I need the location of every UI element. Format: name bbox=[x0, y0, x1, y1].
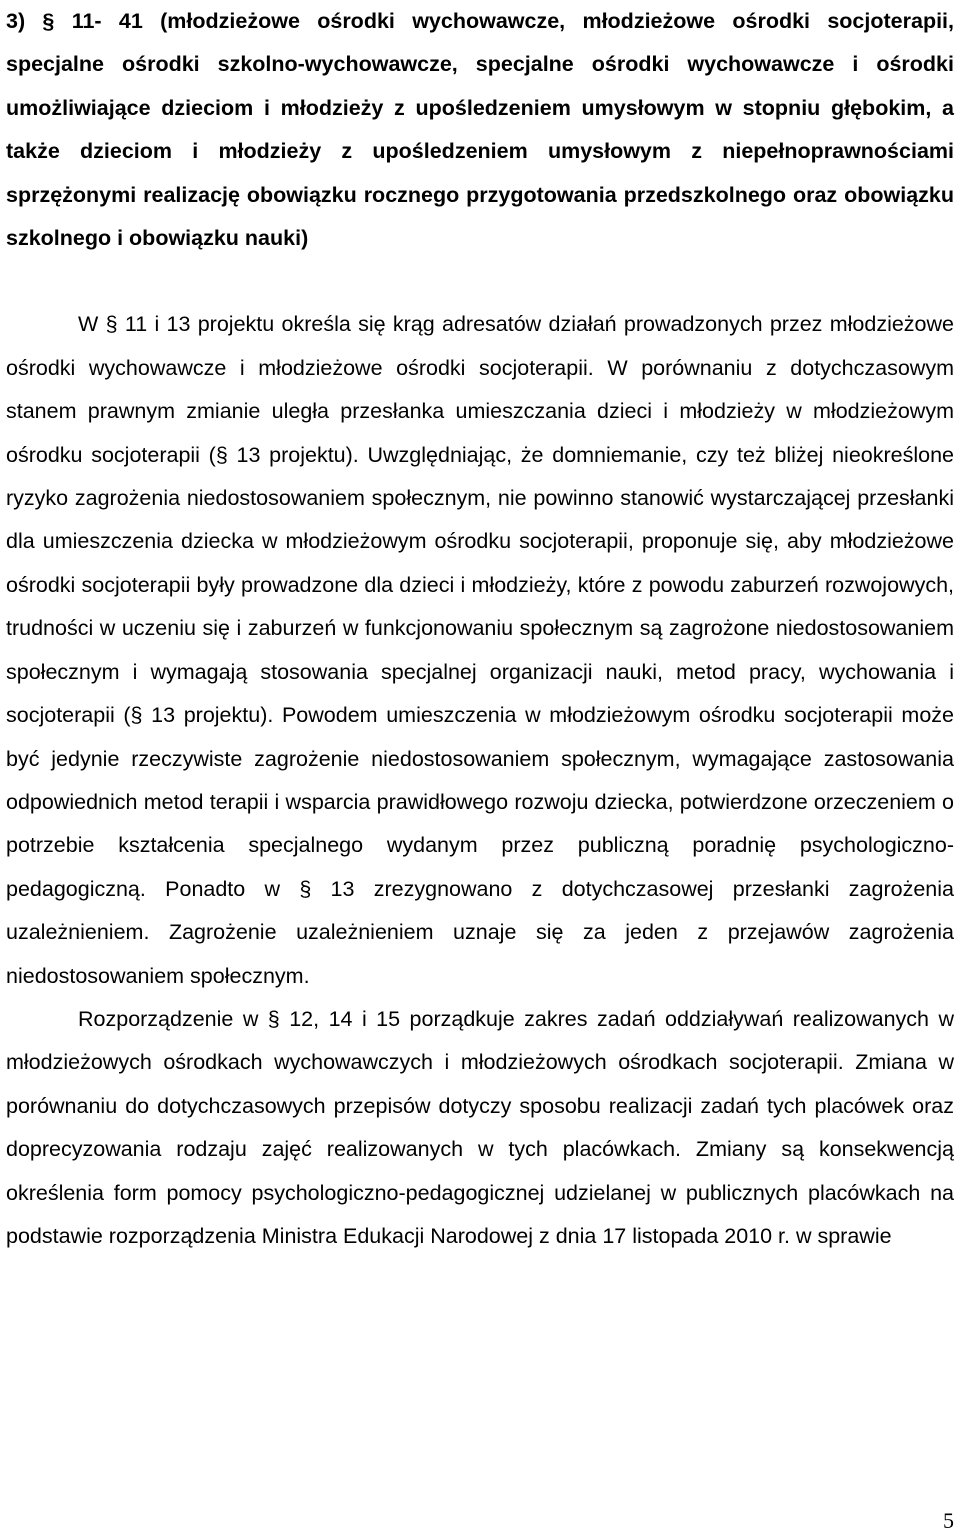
document-page bbox=[6, 0, 954, 1258]
section-heading: 3) § 11- 41 (młodzieżowe ośrodki wychowawcze, młodzieżowe ośrodki socjoterapii, specjalne ośrodki szkolno-wychowawcze, specjalne ośrodki wychowawcze i ośrodki umożliwiające dzieciom i młodzieży z upośledzeniem umysłowym w stopniu głębokim, a także dzieciom i młodzieży z upośledzeniem umysłowym z niepełnoprawnościami sprzężonymi realizację obowiązku rocznego przygotowania przedszkolnego oraz obowiązku szkolnego i obowiązku nauki) bbox=[6, 9, 954, 251]
page-number: 5 bbox=[943, 1508, 954, 1533]
body-paragraph: Rozporządzenie w § 12, 14 i 15 porządkuje zakres zadań oddziaływań realizowanych w młodzieżowych ośrodkach wychowawczych i młodzieżowych ośrodkach socjoterapii. Zmiana w porównaniu do dotychczasowych przepisów dotyczy sposobu realizacji zadań tych placówek oraz doprecyzowania rodzaju zajęć realizowanych w tych placówkach. Zmiany są konsekwencją określenia form pomocy psychologiczno-pedagogicznej udzielanej w publicznych placówkach na podstawie rozporządzenia Ministra Edukacji Narodowej z dnia 17 listopada 2010 r. w sprawie bbox=[6, 1006, 954, 1248]
body-paragraph: W § 11 i 13 projektu określa się krąg adresatów działań prowadzonych przez młodzieżowe ośrodki wychowawcze i młodzieżowe ośrodki socjoterapii. W porównaniu z dotychczasowym stanem prawnym zmianie uległa przesłanka umieszczania dzieci i młodzieży w młodzieżowym ośrodku socjoterapii (§ 13 projektu). Uwzględniając, że domniemanie, czy też bliżej nieokreślone ryzyko zagrożenia niedostosowaniem społecznym, nie powinno stanowić wystarczającej przesłanki dla umieszczenia dziecka w młodzieżowym ośrodku socjoterapii, proponuje się, aby młodzieżowe ośrodki socjoterapii były prowadzone dla dzieci i młodzieży, które z powodu zaburzeń rozwojowych, trudności w uczeniu się i zaburzeń w funkcjonowaniu społecznym są zagrożone niedostosowaniem społecznym i wymagają stosowania specjalnej organizacji nauki, metod pracy, wychowania i socjoterapii (§ 13 projektu). Powodem umieszczenia w młodzieżowym ośrodku socjoterapii może być jedynie rzeczywiste zagrożenie niedostosowaniem społecznym, wymagające zastosowania odpowiednich metod terapii i wsparcia prawidłowego rozwoju dziecka, potwierdzone orzeczeniem o potrzebie kształcenia specjalnego wydanym przez publiczną poradnię psychologiczno-pedagogiczną. Ponadto w § 13 zrezygnowano z dotychczasowej przesłanki zagrożenia uzależnieniem. Zagrożenie uzależnieniem uznaje się za jeden z przejawów zagrożenia niedostosowaniem społecznym. bbox=[6, 312, 954, 988]
